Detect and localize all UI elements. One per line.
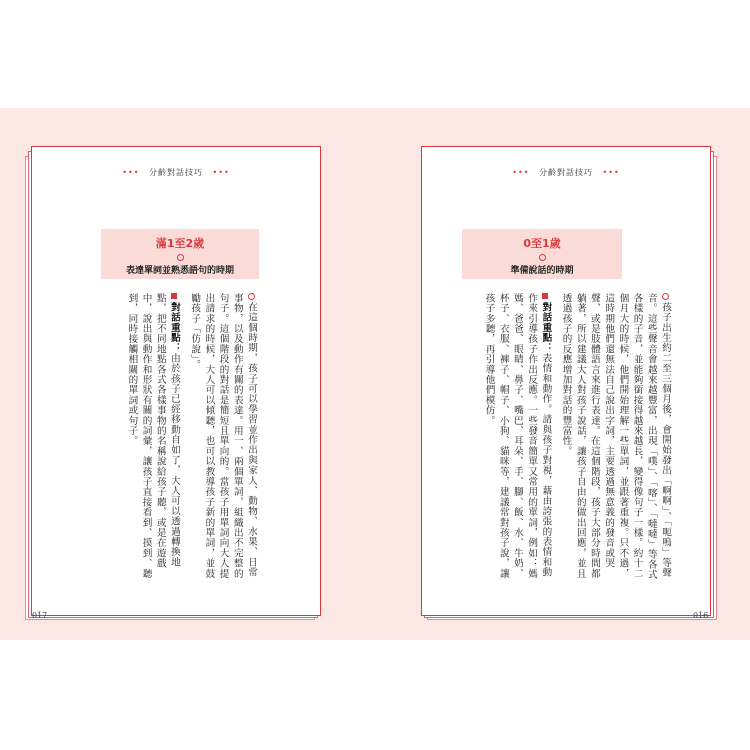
left-paragraph-2 [124,293,181,583]
left-body-text [104,293,258,583]
left-paragraph-2-text: 由於孩子已經移動自如了，大人可以透過轉換地點，把不同地點各式各樣事物的名稱說給孩子聽，或是在遊戲中，說出與動作和形狀有關的詞彙，讓孩子直接看到、摸到、聽到，同時接觸相關的單詞或句子。 [126,293,180,579]
square-bullet-icon [171,293,177,299]
right-paragraph-2-text: 表情和動作。請與孩子對視，藉由誇張的表情和動作來引導孩子作出反應。一些發音簡單又常用的單詞，例如：媽媽、爸爸、眼睛、鼻子、嘴巴、耳朵、手、腳、飯、水、牛奶、杯子、衣服、褲子、帽子、小狗、貓咪等，建議常對孩子說，讓孩子多聽，再引導他們模仿。 [483,293,552,579]
circle-bullet-icon [662,293,669,300]
circle-icon [539,254,546,261]
right-running-title: 分齡對話技巧 [539,168,593,177]
left-key-point-label: 對話重點： [168,302,180,353]
right-key-point-label: 對話重點： [540,302,552,353]
circle-icon [177,254,184,261]
left-header-dots-start: ••• [122,168,140,177]
right-paragraph-1 [558,293,672,583]
right-header-dots-start: ••• [512,168,530,177]
left-paragraph-1-text: 在這個時期，孩子可以學習並作出與家人、動物、水果、日常事物，以及動作有關的表達。用一、兩個單詞，組織出不完整的句子。這個階段的對話是簡短且單向的。當孩子用單詞向大人提出請求的時候，大人可以傾聽，也可以教導孩子新的單詞，並鼓勵孩子「仿說」。 [189,293,257,579]
left-age-title: 滿1至2歲 [155,237,205,250]
left-age-subtitle: 表達單詞並熟悉語句的時期 [125,266,234,276]
left-paragraph-1 [187,293,258,583]
right-body-text [462,293,672,583]
square-bullet-icon [542,293,548,299]
right-age-banner [462,229,622,279]
left-running-header [32,167,320,178]
right-header-dots-end: ••• [602,168,620,177]
left-header-dots-end: ••• [212,168,230,177]
right-running-header [422,167,710,178]
right-paragraph-1-text: 孩子出生約二至三個月後，會開始發出「啊啊」、「呃嗚」等聲音。這些聲音會越來越豐富，出現「噗」、「喀」、「噠噠」等各式各樣的子音，並能夠銜接得越來越長，變得像句子一樣。約十二個月大的時候，他們開始理解一些單詞，並跟著重複。只不過，這時期他們還無法自己說出字詞，主要透過無意義的發音或哭聲，或是肢體語言來進行表達。在這個階段，孩子大部分時間都躺著，所以建議大人對孩子說話，讓孩子自由的做出回應，並且透過孩子的反應增加對話的豐富性。 [560,293,671,580]
right-paragraph-2 [481,293,552,583]
right-age-title: 0至1歲 [523,237,561,250]
left-age-banner [101,229,259,279]
right-page [421,146,711,616]
left-page-number: 017 [32,611,48,620]
circle-bullet-icon [248,293,255,300]
right-age-subtitle: 準備說話的時期 [510,266,574,276]
left-running-title: 分齡對話技巧 [149,168,203,177]
right-page-number: 016 [693,611,709,620]
left-page [31,146,321,616]
